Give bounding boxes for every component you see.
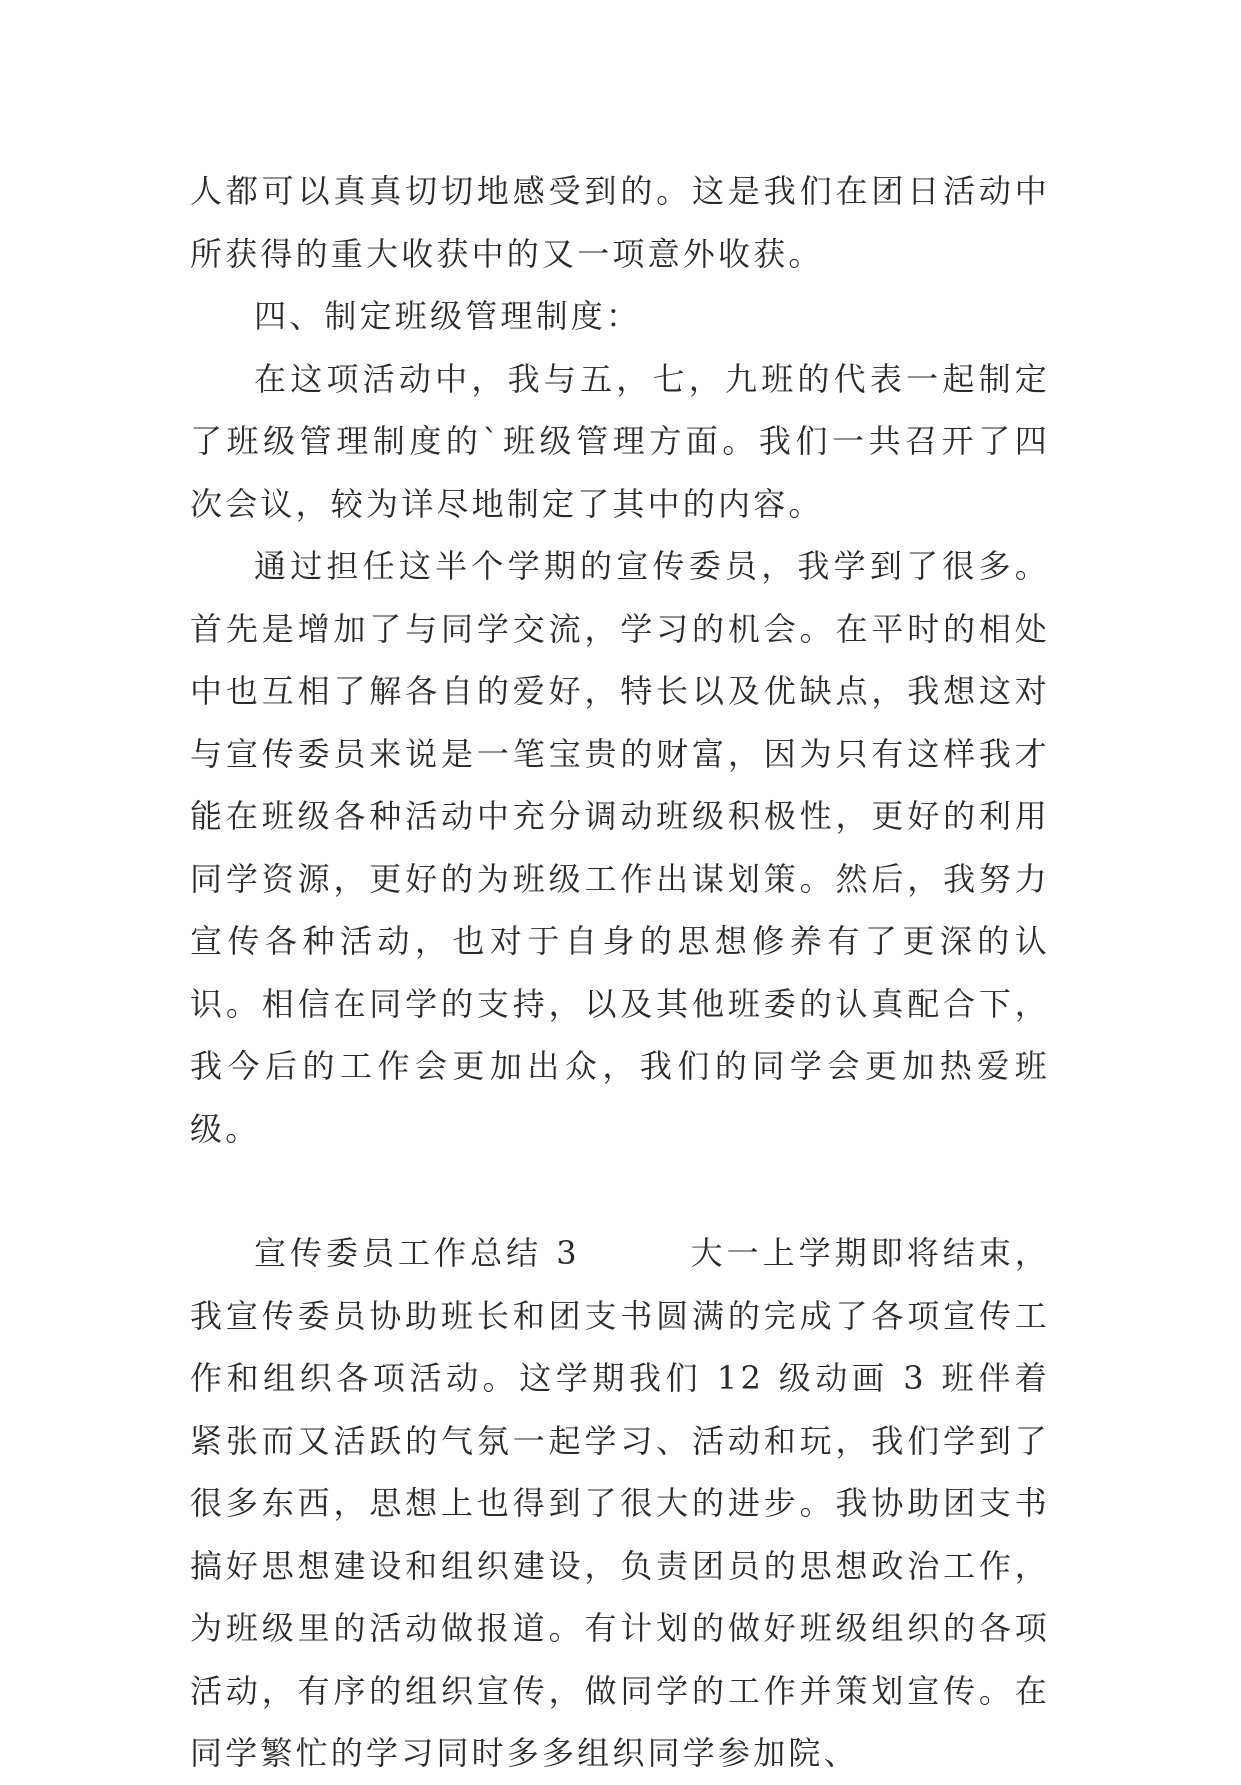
- paragraph-gap: [190, 1160, 1050, 1222]
- document-body: [190, 160, 1050, 1785]
- section3-paragraph: [190, 1222, 1050, 1785]
- paragraph-reflection: 通过担任这半个学期的宣传委员，我学到了很多。首先是增加了与同学交流，学习的机会。在平时的相处中也互相了解各自的爱好，特长以及优缺点，我想这对与宣传委员来说是一笔宝贵的财富，因为只有这样我才能在班级各种活动中充分调动班级积极性，更好的利用同学资源，更好的为班级工作出谋划策。然后，我努力宣传各种活动，也对于自身的思想修养有了更深的认识。相信在同学的支持，以及其他班委的认真配合下，我今后的工作会更加出众，我们的同学会更加热爱班级。: [190, 547, 1050, 1148]
- paragraph-management-rules: 在这项活动中，我与五，七，九班的代表一起制定了班级管理制度的`班级管理方面。我们一共召开了四次会议，较为详尽地制定了其中的内容。: [190, 359, 1050, 523]
- section-heading-four: 四、制定班级管理制度：: [254, 297, 642, 335]
- paragraph-continuation: 人都可以真真切切地感受到的。这是我们在团日活动中所获得的重大收获中的又一项意外收获。: [190, 172, 1050, 273]
- section3-title: 宣传委员工作总结 3: [254, 1234, 580, 1272]
- section3-body: 大一上学期即将结束，我宣传委员协助班长和团支书圆满的完成了各项宣传工作和组织各项活动。这学期我们 12 级动画 3 班伴着紧张而又活跃的气氛一起学习、活动和玩，我们学到了很多东西，思想上也得到了很大的进步。我协助团支书搞好思想建设和组织建设，负责团员的思想政治工作，为班级里的活动做报道。有计划的做好班级组织的各项活动，有序的组织宣传，做同学的工作并策划宣传。在同学繁忙的学习同时多多组织同学参加院、: [190, 1234, 1050, 1772]
